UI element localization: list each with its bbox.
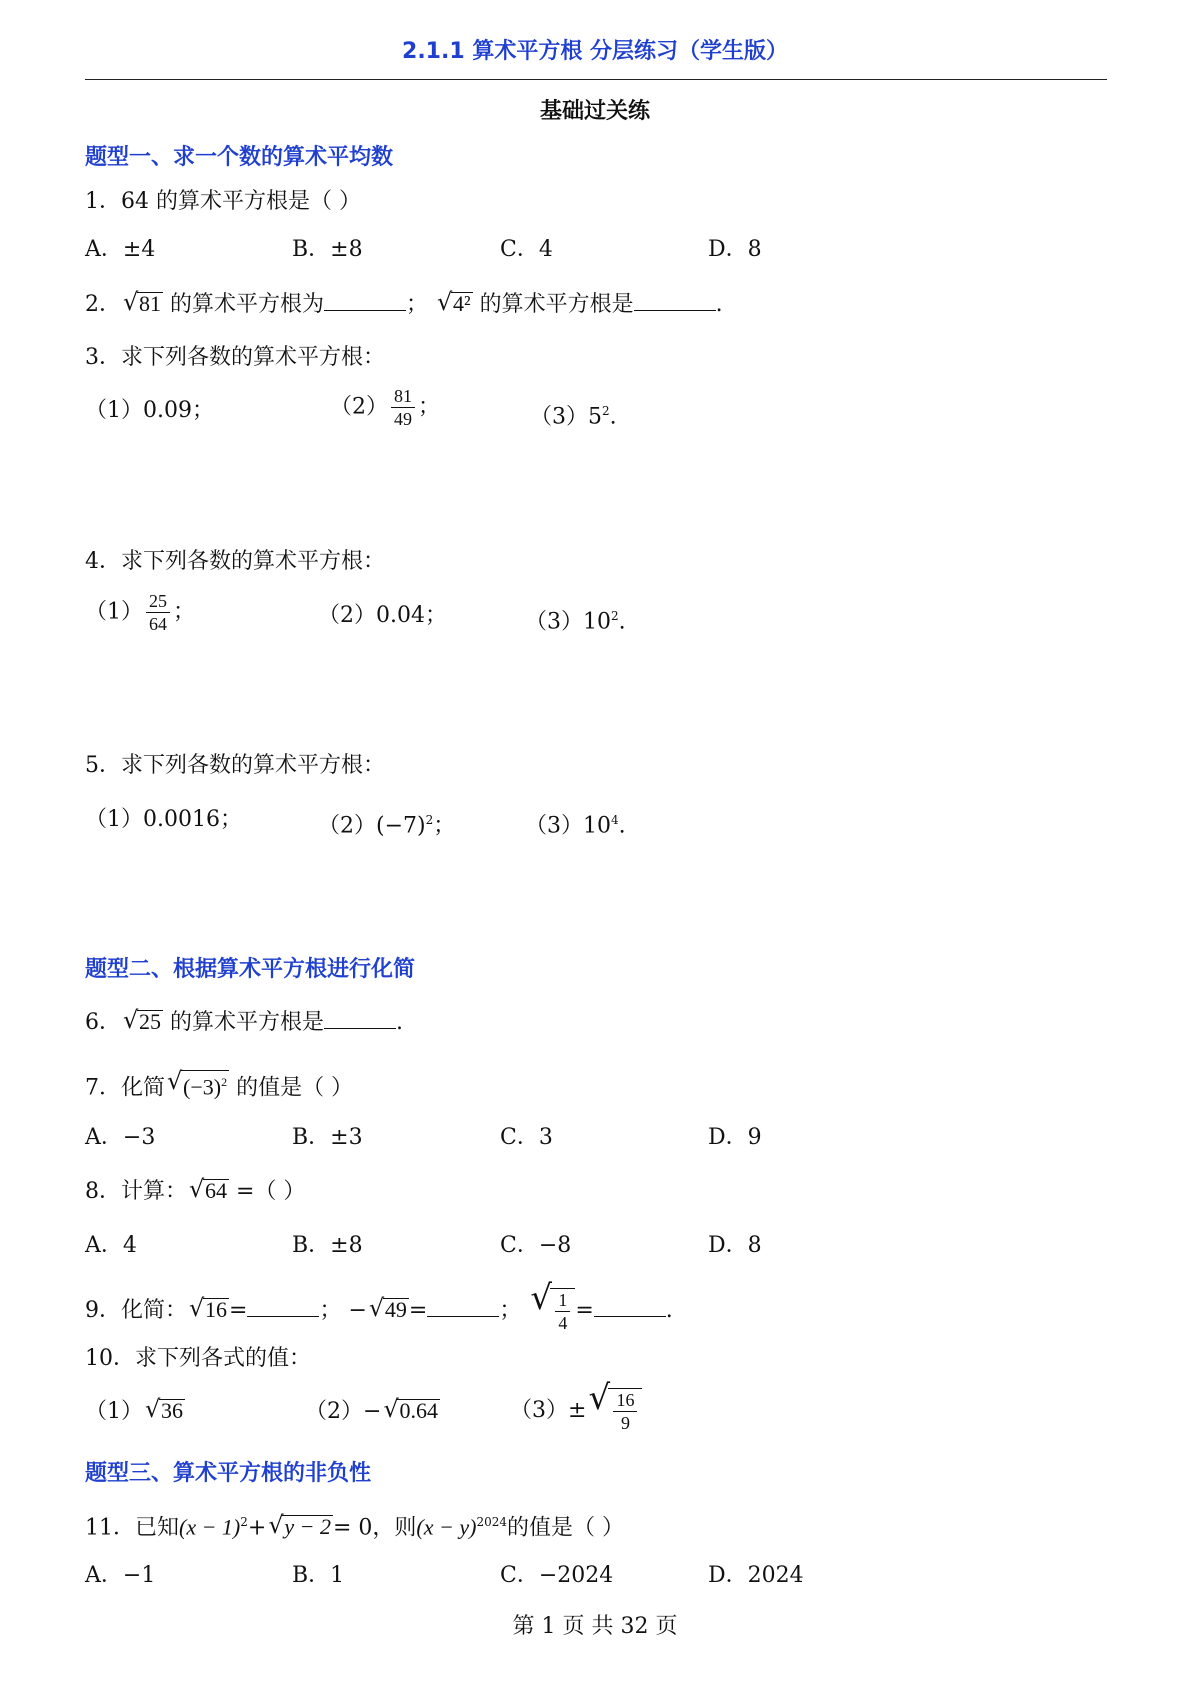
question-8-stem: 8．计算： √ 64 =（ ）	[85, 1175, 306, 1204]
question-1-option-a: A．±4	[85, 237, 156, 262]
question-3-stem: 3．求下列各数的算术平方根：	[85, 345, 385, 370]
sqrt-neg3-squared: √ $(-3)^2$	[167, 1067, 228, 1100]
question-2-text-1: 的算术平方根为	[170, 292, 325, 317]
question-9: 9．化简： √ 16= ； − √ 49= ； √ $\frac{1}{4}$ = .	[85, 1278, 673, 1333]
question-11-stem: 11．已知$(x - 1)^2+$ √ y − 2= 0，则$(x - y)^{2024}$的值是（ ）	[85, 1511, 624, 1541]
answer-blank[interactable]	[324, 1008, 396, 1029]
question-10-part-1: （1） √ 36	[85, 1395, 183, 1424]
question-3-part-3: $(3)5^2$.	[530, 404, 617, 430]
question-4-part-3: $(3)10^2$.	[525, 609, 626, 635]
document-title: 2.1.1 算术平方根 分层练习（学生版）	[402, 39, 788, 64]
sqrt-one-quarter: √ $\frac{1}{4}$	[530, 1288, 575, 1334]
answer-blank[interactable]	[324, 290, 406, 311]
question-2: 2． √ 81 的算术平方根为 ； √ 4² 的算术平方根是 .	[85, 288, 723, 317]
document-subtitle: 基础过关练	[539, 99, 650, 124]
question-3-part-2: （2） $\frac{81}{49}$ ；	[330, 386, 441, 429]
question-8-option-c: C．−8	[500, 1233, 572, 1258]
question-4-stem: 4．求下列各数的算术平方根：	[85, 549, 385, 574]
question-11-option-b: B．1	[292, 1563, 345, 1588]
question-5-part-3: $(3)10^4$.	[525, 813, 626, 839]
question-7-option-d: D．9	[708, 1125, 762, 1150]
question-3-part-1: （1）0.09；	[85, 398, 214, 423]
question-5-part-1: （1）0.0016；	[85, 807, 242, 832]
question-1-option-c: C．4	[500, 237, 553, 262]
question-1-option-b: B．±8	[292, 237, 363, 262]
header-rule	[85, 79, 1107, 80]
sqrt-64: √ 64	[189, 1175, 227, 1203]
sqrt-25: √ 25	[123, 1006, 161, 1034]
question-8-option-b: B．±8	[292, 1233, 363, 1258]
question-5-stem: 5．求下列各数的算术平方根：	[85, 753, 385, 778]
question-2-text-2: 的算术平方根是	[479, 292, 634, 317]
question-6: 6． √ 25 的算术平方根是 .	[85, 1006, 404, 1035]
answer-blank[interactable]	[594, 1296, 666, 1317]
question-10-part-2: （2）− √ 0.64	[305, 1395, 438, 1424]
question-8-option-d: D．8	[708, 1233, 762, 1258]
sqrt-4-squared: √ 4²	[437, 288, 471, 316]
sqrt-16: √ 16	[189, 1294, 227, 1322]
question-10-part-3: （3）± √ $\frac{16}{9}$	[510, 1388, 642, 1434]
question-7-stem: 7．化简 √ $(-3)^2$ 的值是（ ）	[85, 1067, 354, 1101]
page-footer: 第 1 页 共 32 页	[512, 1614, 678, 1639]
question-11-option-c: C．−2024	[500, 1563, 614, 1588]
sqrt-81: √ 81	[123, 288, 161, 316]
question-11-option-d: D．2024	[708, 1563, 804, 1588]
question-4-part-2: （2）0.04；	[318, 603, 447, 628]
sqrt-49: √ 49	[368, 1294, 407, 1322]
question-11-option-a: A．−1	[85, 1563, 156, 1588]
section-title-1: 题型一、求一个数的算术平均数	[85, 145, 394, 170]
question-7-option-b: B．±3	[292, 1125, 363, 1150]
answer-blank[interactable]	[247, 1296, 319, 1317]
question-4-part-1: （1） $\frac{25}{64}$ ；	[85, 591, 196, 634]
answer-blank[interactable]	[427, 1296, 499, 1317]
question-8-option-a: A．4	[85, 1233, 137, 1258]
question-10-stem: 10．求下列各式的值：	[85, 1346, 311, 1371]
question-2-number: 2．	[85, 292, 121, 317]
question-7-option-a: A．−3	[85, 1125, 156, 1150]
answer-blank[interactable]	[634, 290, 716, 311]
section-title-2: 题型二、根据算术平方根进行化简	[85, 957, 416, 982]
section-title-3: 题型三、算术平方根的非负性	[85, 1461, 372, 1486]
question-1-stem: 1．64 的算术平方根是（ ）	[85, 189, 361, 214]
question-7-option-c: C．3	[500, 1125, 553, 1150]
question-1-option-d: D．8	[708, 237, 762, 262]
question-5-part-2: $(2)(-7)^2$；	[318, 813, 456, 839]
